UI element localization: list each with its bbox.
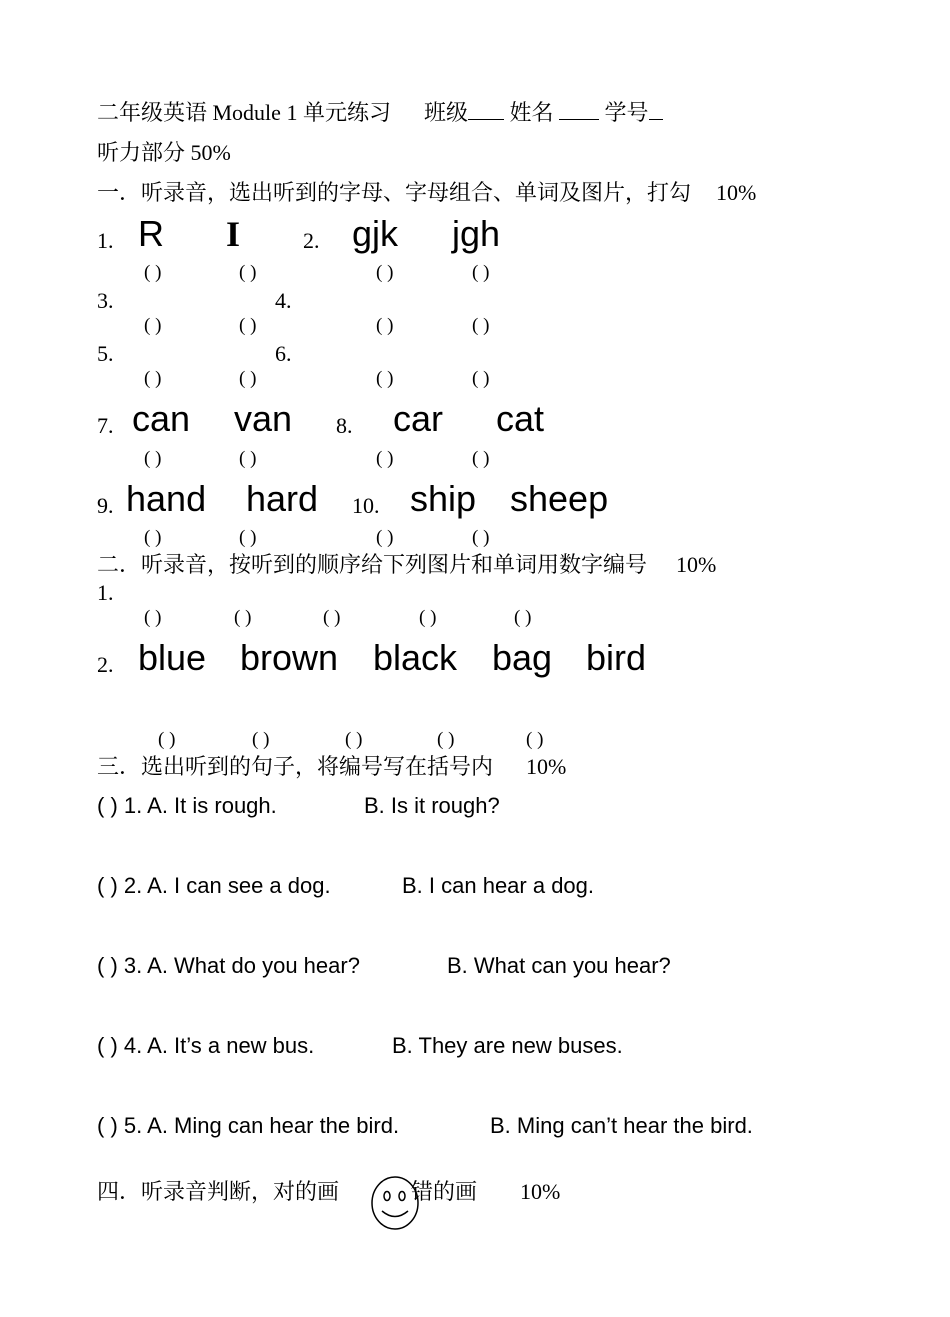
worksheet-title: 二年级英语 Module 1 单元练习 bbox=[97, 100, 391, 125]
item-10-option-b: sheep bbox=[510, 478, 609, 519]
item-2-number: 2. bbox=[303, 228, 320, 253]
answer-bracket[interactable]: ( ) bbox=[323, 607, 341, 628]
sentence-prefix[interactable]: ( ) 2. bbox=[97, 873, 143, 898]
section3-heading-text: 三．选出听到的句子，将编号写在括号内 bbox=[97, 754, 494, 779]
item-9-option-b: hard bbox=[246, 478, 319, 519]
item-1-option-a: R bbox=[138, 213, 164, 254]
section2-item1-number: 1. bbox=[97, 580, 114, 605]
answer-bracket[interactable]: ( ) bbox=[239, 448, 257, 469]
sentence-option-b: B. I can hear a dog. bbox=[402, 873, 595, 898]
item-10-option-a: ship bbox=[410, 478, 477, 519]
sentence-option-a: A. I can see a dog. bbox=[147, 873, 331, 898]
answer-bracket[interactable]: ( ) bbox=[514, 607, 532, 628]
item-9-option-a: hand bbox=[126, 478, 207, 519]
sentence-prefix[interactable]: ( ) 1. bbox=[97, 793, 143, 818]
item-7-number: 7. bbox=[97, 413, 114, 438]
answer-bracket[interactable]: ( ) bbox=[526, 729, 544, 750]
sentence-option-b: B. Ming can’t hear the bird. bbox=[490, 1113, 753, 1138]
class-blank[interactable] bbox=[468, 101, 504, 120]
item-6-number: 6. bbox=[275, 341, 292, 366]
item-7-option-b: van bbox=[234, 398, 293, 439]
name-blank[interactable] bbox=[559, 101, 599, 120]
section2-item2-number: 2. bbox=[97, 652, 114, 677]
sentence-prefix[interactable]: ( ) 4. bbox=[97, 1033, 143, 1058]
sentence-row bbox=[97, 793, 277, 819]
answer-bracket[interactable]: ( ) bbox=[239, 368, 257, 389]
answer-bracket[interactable]: ( ) bbox=[437, 729, 455, 750]
sentence-option-b: B. What can you hear? bbox=[447, 953, 671, 978]
word-brown: brown bbox=[240, 637, 339, 678]
item-3-number: 3. bbox=[97, 288, 114, 313]
answer-bracket[interactable]: ( ) bbox=[472, 448, 490, 469]
listening-part-label: 听力部分 50% bbox=[97, 140, 231, 165]
answer-bracket[interactable]: ( ) bbox=[144, 262, 162, 283]
section3-heading bbox=[97, 754, 566, 780]
answer-bracket[interactable]: ( ) bbox=[472, 315, 490, 336]
answer-bracket[interactable]: ( ) bbox=[376, 368, 394, 389]
answer-bracket[interactable]: ( ) bbox=[376, 315, 394, 336]
sentence-prefix[interactable]: ( ) 3. bbox=[97, 953, 143, 978]
item-4-number: 4. bbox=[275, 288, 292, 313]
answer-bracket[interactable]: ( ) bbox=[345, 729, 363, 750]
sentence-row bbox=[97, 1033, 314, 1059]
section1-heading bbox=[97, 180, 756, 206]
answer-bracket[interactable]: ( ) bbox=[376, 527, 394, 548]
answer-bracket[interactable]: ( ) bbox=[144, 315, 162, 336]
item-8-number: 8. bbox=[336, 413, 353, 438]
word-bag: bag bbox=[492, 637, 553, 678]
number-label: 学号 bbox=[604, 100, 649, 125]
section1-heading-text: 一．听录音，选出听到的字母、字母组合、单词及图片，打勾 bbox=[97, 180, 692, 205]
section3-score: 10% bbox=[526, 754, 567, 779]
answer-bracket[interactable]: ( ) bbox=[376, 262, 394, 283]
sentence-prefix[interactable]: ( ) 5. bbox=[97, 1113, 143, 1138]
item-1-number: 1. bbox=[97, 228, 114, 253]
item-5-number: 5. bbox=[97, 341, 114, 366]
section2-score: 10% bbox=[676, 552, 717, 577]
section2-heading-text: 二．听录音，按听到的顺序给下列图片和单词用数字编号 bbox=[97, 552, 648, 577]
answer-bracket[interactable]: ( ) bbox=[144, 368, 162, 389]
section1-score: 10% bbox=[716, 180, 757, 205]
number-blank[interactable] bbox=[649, 101, 663, 120]
answer-bracket[interactable]: ( ) bbox=[419, 607, 437, 628]
item-8-option-a: car bbox=[393, 398, 444, 439]
answer-bracket[interactable]: ( ) bbox=[234, 607, 252, 628]
section4-heading-a: 四．听录音判断，对的画 bbox=[97, 1179, 340, 1204]
sentence-option-a: A. Ming can hear the bird. bbox=[147, 1113, 400, 1138]
answer-bracket[interactable]: ( ) bbox=[376, 448, 394, 469]
sentence-option-a: A. What do you hear? bbox=[147, 953, 360, 978]
sentence-option-b: B. Is it rough? bbox=[364, 793, 500, 818]
answer-bracket[interactable]: ( ) bbox=[239, 262, 257, 283]
answer-bracket[interactable]: ( ) bbox=[239, 527, 257, 548]
section2-heading bbox=[97, 552, 716, 578]
answer-bracket[interactable]: ( ) bbox=[144, 607, 162, 628]
item-7-option-a: can bbox=[132, 398, 191, 439]
item-1-option-b: I bbox=[226, 214, 241, 254]
sentence-option-b: B. They are new buses. bbox=[392, 1033, 623, 1058]
answer-bracket[interactable]: ( ) bbox=[472, 368, 490, 389]
class-label: 班级 bbox=[423, 100, 468, 125]
answer-bracket[interactable]: ( ) bbox=[239, 315, 257, 336]
word-black: black bbox=[373, 637, 458, 678]
header-line bbox=[97, 100, 663, 126]
word-bird: bird bbox=[586, 637, 647, 678]
section4-score: 10% bbox=[520, 1179, 561, 1204]
item-8-option-b: cat bbox=[496, 398, 545, 439]
name-label: 姓名 bbox=[509, 100, 554, 125]
item-9-number: 9. bbox=[97, 493, 114, 518]
sentence-row bbox=[97, 1113, 399, 1139]
item-2-option-a: gjk bbox=[352, 213, 399, 254]
sentence-option-a: A. It is rough. bbox=[147, 793, 277, 818]
item-2-option-b: jgh bbox=[452, 213, 501, 254]
word-blue: blue bbox=[138, 637, 207, 678]
answer-bracket[interactable]: ( ) bbox=[472, 262, 490, 283]
answer-bracket[interactable]: ( ) bbox=[472, 527, 490, 548]
sentence-option-a: A. It’s a new bus. bbox=[147, 1033, 315, 1058]
answer-bracket[interactable]: ( ) bbox=[252, 729, 270, 750]
section4-heading-b: 错的画 bbox=[411, 1179, 478, 1204]
sentence-row bbox=[97, 953, 360, 979]
answer-bracket[interactable]: ( ) bbox=[144, 527, 162, 548]
sentence-row bbox=[97, 873, 331, 899]
item-10-number: 10. bbox=[352, 493, 380, 518]
answer-bracket[interactable]: ( ) bbox=[158, 729, 176, 750]
answer-bracket[interactable]: ( ) bbox=[144, 448, 162, 469]
